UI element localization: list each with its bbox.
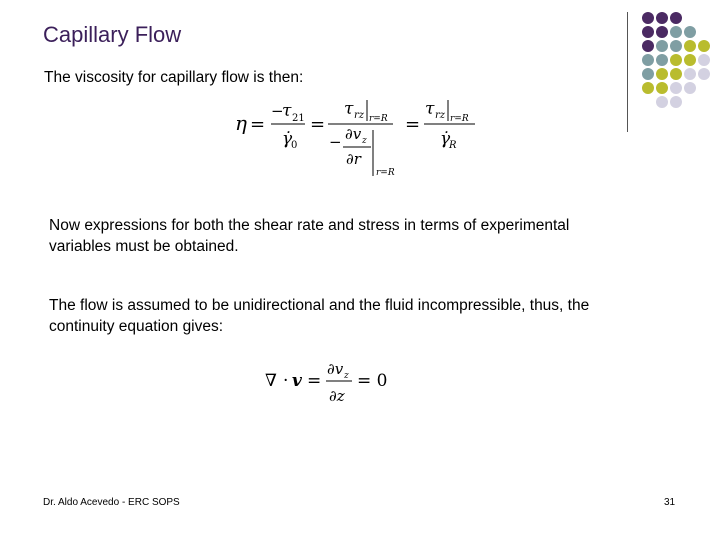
svg-text:z: z xyxy=(344,371,349,381)
svg-text:τ: τ xyxy=(282,101,292,121)
svg-text:τ: τ xyxy=(344,99,354,119)
minus-2: − xyxy=(329,133,342,151)
svg-text:γ̇: γ̇ xyxy=(282,129,293,149)
svg-text:·: · xyxy=(283,371,289,391)
svg-text:rz: rz xyxy=(435,110,446,121)
svg-text:v: v xyxy=(292,371,302,391)
svg-text:=: = xyxy=(307,371,322,391)
svg-text:r=R: r=R xyxy=(369,114,388,124)
flow-assumption-paragraph: The flow is assumed to be unidirectional and the fluid incompressible, thus, the continuity equation gives: xyxy=(49,297,590,335)
svg-text:γ̇: γ̇ xyxy=(440,129,451,149)
svg-text:r=R: r=R xyxy=(376,168,395,178)
slide-title: Capillary Flow xyxy=(43,22,182,47)
viscosity-equation xyxy=(233,92,483,180)
decorative-divider xyxy=(627,12,628,132)
svg-text:21: 21 xyxy=(292,113,305,124)
svg-text:0: 0 xyxy=(291,140,298,151)
svg-text:τ: τ xyxy=(425,99,435,119)
svg-text:rz: rz xyxy=(354,110,365,121)
equals-3: = xyxy=(405,114,421,135)
svg-text:r=R: r=R xyxy=(450,114,469,124)
svg-text:∂r: ∂r xyxy=(346,150,361,168)
svg-text:R: R xyxy=(449,140,457,151)
svg-text:z: z xyxy=(362,136,367,146)
equals-2: = xyxy=(310,114,326,135)
equals-1: = xyxy=(250,114,266,135)
minus-1: − xyxy=(271,102,284,120)
intro-text: The viscosity for capillary flow is then: xyxy=(44,69,304,86)
continuity-equation xyxy=(262,357,402,413)
svg-text:∂z: ∂z xyxy=(329,387,345,405)
svg-text:∂v: ∂v xyxy=(327,360,344,378)
svg-text:∂v: ∂v xyxy=(345,125,362,143)
decorative-dot-grid xyxy=(640,10,720,120)
shear-rate-paragraph: Now expressions for both the shear rate and stress in terms of experimental variables must be obtained. xyxy=(49,217,570,255)
eta-symbol: η xyxy=(235,111,247,135)
page-number: 31 xyxy=(664,497,676,508)
footer-author: Dr. Aldo Acevedo - ERC SOPS xyxy=(43,497,180,508)
svg-text:= 0: = 0 xyxy=(357,371,388,391)
svg-text:∇: ∇ xyxy=(265,371,277,391)
